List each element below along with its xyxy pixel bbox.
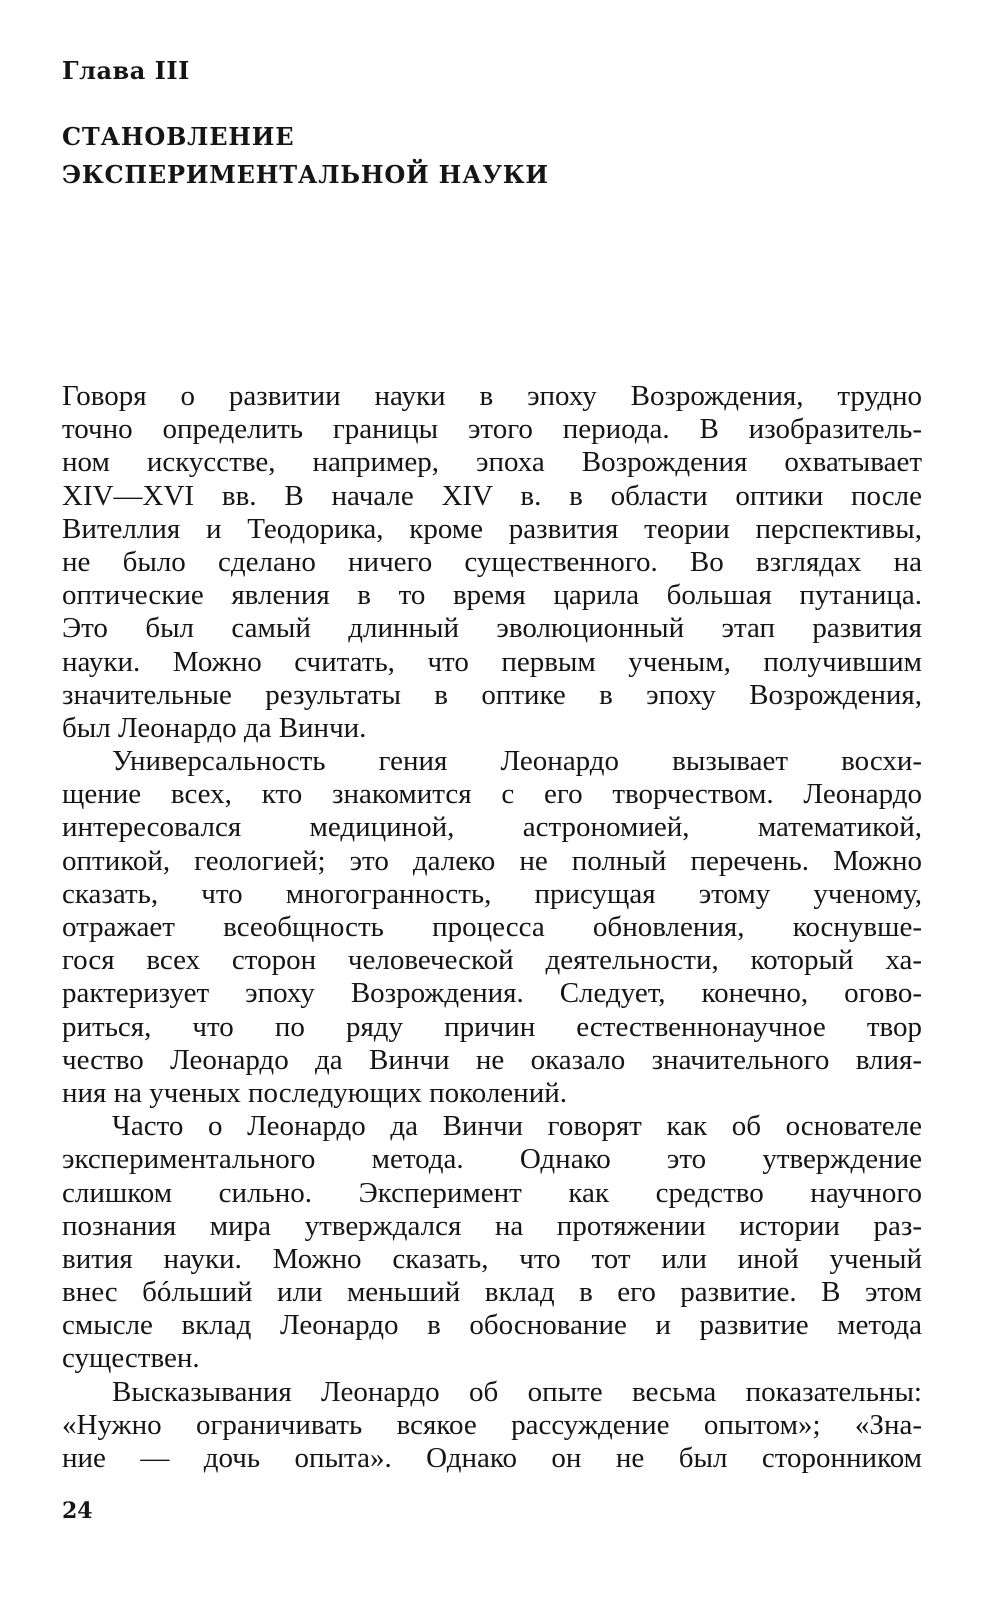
text-line: не было сделано ничего существенного. Во взглядах на [62, 545, 922, 578]
text-line: рактеризует эпоху Возрождения. Следует, конечно, огово- [62, 977, 922, 1010]
chapter-title-line-2: ЭКСПЕРИМЕНТАЛЬНОЙ НАУКИ [62, 160, 549, 189]
chapter-title-line-1: СТАНОВЛЕНИЕ [62, 122, 295, 151]
text-line: щение всех, кто знакомится с его творчеством. Леонардо [62, 778, 922, 811]
text-line: ние — дочь опыта». Однако он не был сторонником [62, 1442, 922, 1474]
text-line: значительные результаты в оптике в эпоху Возрождения, [62, 678, 922, 711]
text-line: отражает всеобщность процесса обновления, коснувше- [62, 911, 922, 943]
text-line: вития науки. Можно сказать, что тот или иной ученый [62, 1242, 922, 1275]
text-line: познания мира утверждался на протяжении истории раз- [62, 1209, 922, 1242]
text-line: чество Леонардо да Винчи не оказало значительного влия- [62, 1043, 922, 1076]
text-line: риться, что по ряду причин естественнонаучное твор [62, 1010, 922, 1043]
text-line: внес бóльший или меньший вклад в его развитие. В этом [62, 1276, 922, 1309]
text-line: слишком сильно. Эксперимент как средство научного [62, 1176, 922, 1209]
text-line: оптические явления в то время царила большая путаница. [62, 579, 922, 612]
text-line: Говоря о развитии науки в эпоху Возрождения, трудно [62, 380, 922, 412]
text-line: XIV—XVI вв. В начале XIV в. в области оптики после [62, 479, 922, 512]
text-line: точно определить границы этого периода. В изобразитель- [62, 413, 922, 446]
body-text [62, 380, 922, 1475]
text-line: экспериментального метода. Однако это утверждение [62, 1143, 922, 1176]
text-line: сказать, что многогранность, присущая этому ученому, [62, 877, 922, 910]
text-line: Универсальность гения Леонардо вызывает восхи- [112, 745, 922, 778]
text-line: существен. [62, 1342, 200, 1375]
text-line: ния на ученых последующих поколений. [62, 1076, 567, 1109]
text-line: Это был самый длинный эволюционный этап развития [62, 612, 922, 645]
text-line: Вителлия и Теодорика, кроме развития теории перспективы, [62, 512, 922, 545]
text-line: смысле вклад Леонардо в обоснование и развитие метода [62, 1309, 922, 1342]
chapter-title [62, 118, 549, 194]
text-line: гося всех сторон человеческой деятельности, который ха- [62, 944, 922, 977]
text-line: науки. Можно считать, что первым ученым, получившим [62, 645, 922, 678]
page-number: 24 [62, 1498, 93, 1524]
text-line: был Леонардо да Винчи. [62, 711, 367, 744]
text-line: Высказывания Леонардо об опыте весьма показательны: [112, 1375, 922, 1408]
text-line: Часто о Леонардо да Винчи говорят как об основателе [112, 1110, 922, 1143]
text-line: «Нужно ограничивать всякое рассуждение опытом»; «Зна- [62, 1408, 922, 1441]
chapter-label: Глава III [62, 56, 190, 85]
text-line: интересовался медициной, астрономией, математикой, [62, 811, 922, 844]
text-line: оптикой, геологией; это далеко не полный перечень. Можно [62, 844, 922, 877]
text-line: ном искусстве, например, эпоха Возрождения охватывает [62, 446, 922, 479]
